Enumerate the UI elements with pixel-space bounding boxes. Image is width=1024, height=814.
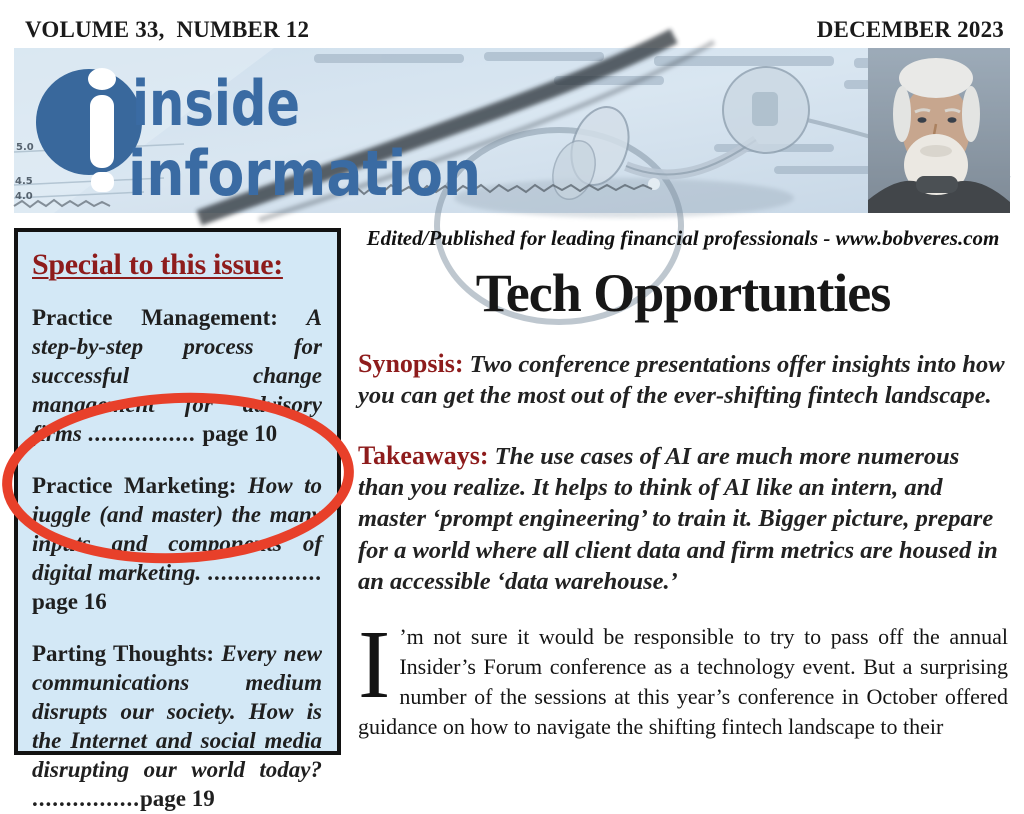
toc-item-desc: A step-by-step process for successful change management for advisory firms	[32, 305, 322, 446]
dot-leader: ................	[87, 420, 203, 446]
issue-date: DECEMBER 2023	[816, 17, 1004, 42]
takeaways-paragraph	[358, 439, 1008, 598]
synopsis-label: Synopsis:	[358, 349, 464, 378]
axis-label: 4.5	[15, 176, 33, 187]
axis-label: 4.0	[15, 191, 33, 202]
special-issue-sidebar	[14, 228, 341, 811]
logo-word-inside: inside	[132, 67, 300, 140]
article-column	[358, 226, 1008, 764]
drop-cap: I	[358, 611, 391, 719]
dot-leader: .................	[207, 559, 322, 585]
toc-item-label: Practice Management:	[32, 305, 278, 330]
toc-item-parting-thoughts	[32, 640, 322, 814]
synopsis-paragraph	[358, 347, 1008, 412]
logo-word-information: information	[128, 137, 481, 210]
volume-number: VOLUME 33, NUMBER 12	[25, 17, 310, 42]
dot-leader: ................	[32, 785, 140, 811]
toc-item-practice-marketing	[32, 472, 322, 617]
body-paragraph	[358, 611, 1008, 742]
toc-page-number: page 19	[140, 785, 215, 811]
body-text: ’m not sure it would be responsible to try to pass off the annual Insider’s Forum conference as a technology event. But a surprising number of the sessions at this year’s conference in October offered guidance on how to navigate the shifting fintech landscape to their	[358, 624, 1008, 739]
toc-page-number: page 10	[202, 420, 278, 446]
synopsis-text: Two conference presentations offer insights into how you can get the most out of the ever-shifting fintech landscape.	[358, 351, 1005, 410]
toc-item-label: Parting Thoughts:	[32, 640, 215, 666]
article-title: Tech Opportunties	[475, 263, 891, 323]
banner-photo	[14, 48, 1010, 213]
toc-item-label: Practice Marketing:	[32, 472, 237, 498]
takeaways-label: Takeaways:	[358, 440, 489, 470]
sidebar-heading: Special to this issue:	[32, 248, 283, 281]
axis-label: 5.0	[16, 142, 34, 153]
toc-item-practice-management	[32, 304, 322, 449]
tagline: Edited/Published for leading financial professionals - www.bobveres.com	[366, 226, 1000, 250]
editor-portrait	[868, 48, 1010, 213]
toc-item-desc: Every new communications medium disrupts our society. How is the Internet and social media disrupting our world today?	[32, 640, 323, 782]
toc-item-desc: How to juggle (and master) the many inputs and components of digital marketing.	[32, 472, 323, 585]
toc-page-number: page 16	[32, 588, 107, 614]
takeaways-text: The use cases of AI are much more numerous than you realize. It helps to think of AI like an intern, and master ‘prompt engineering’ to train it. Bigger picture, prepare for a world where all client data and firm metrics are housed in an accessible ‘data warehouse.’	[358, 442, 998, 596]
